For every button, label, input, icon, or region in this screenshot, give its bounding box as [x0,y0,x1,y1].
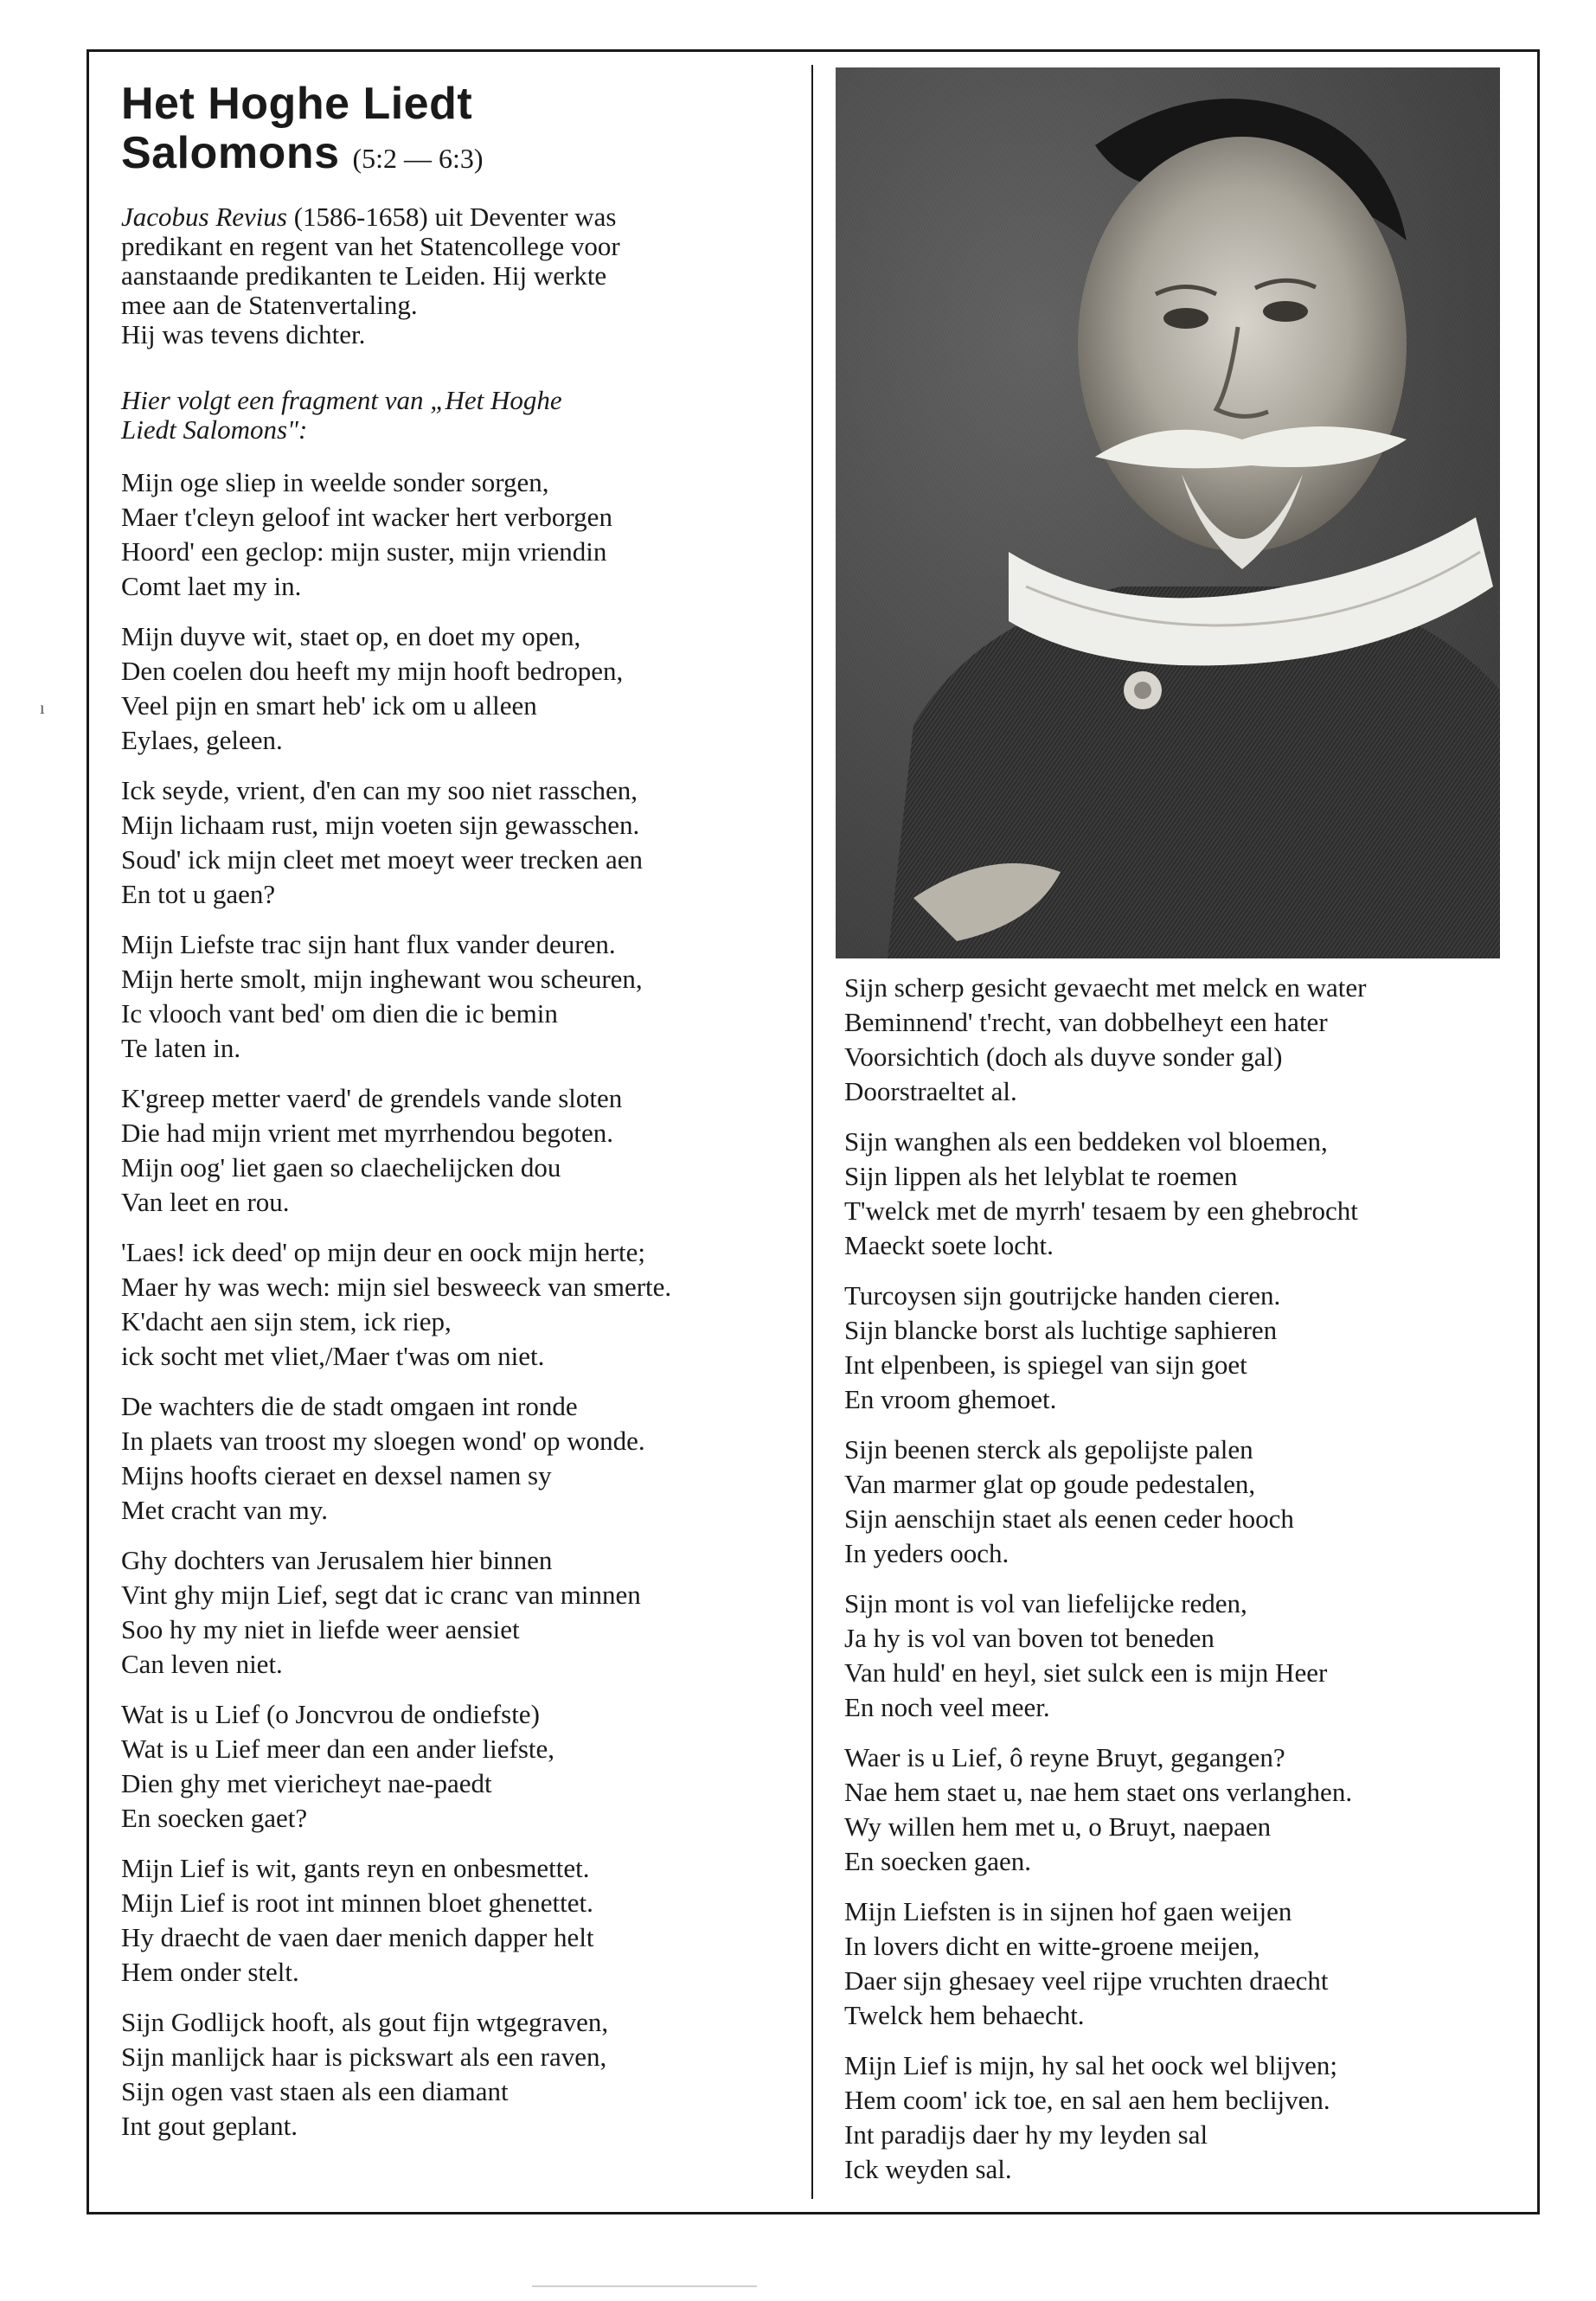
verse-line: Met cracht van my. [121,1495,329,1525]
verse-line: K'dacht aen sijn stem, ick riep, [121,1306,452,1336]
verse-line: Mijn duyve wit, staet op, en doet my open, [121,621,581,651]
verse-line: K'greep metter vaerd' de grendels vande sloten [121,1083,623,1113]
margin-mark: ı [40,699,45,718]
intro-line-4: mee aan de Statenvertaling. [121,290,418,320]
right-stanzas [844,971,1528,2187]
verse-line: Sijn wanghen als een beddeken vol bloemen, [844,1126,1328,1157]
verse-line: In plaets van troost my sloegen wond' op wonde. [121,1426,645,1456]
stanza [121,2005,804,2144]
verse-line: Waer is u Lief, ô reyne Bruyt, gegangen? [844,1742,1285,1772]
verse-line: En soecken gaet? [121,1803,308,1833]
stanza [121,1389,804,1528]
verse-line: Turcoysen sijn goutrijcke handen cieren. [844,1280,1281,1311]
author-name: Jacobus Revius [121,202,287,232]
verse-line: Ja hy is vol van boven tot beneden [844,1623,1215,1653]
verse-line: Mijns hoofts cieraet en dexsel namen sy [121,1460,552,1490]
footer-rule [532,2285,757,2287]
title-line-1: Het Hoghe Liedt [121,79,473,129]
stanza [121,773,804,912]
verse-line: Can leven niet. [121,1649,283,1679]
left-stanzas [121,465,804,2144]
stanza [844,1894,1528,2033]
stanza [121,1543,804,1682]
title-line-2: Salomons [121,128,340,178]
verse-line: Sijn manlijck haar is pickswart als een raven, [121,2041,607,2072]
left-column [121,80,804,2144]
stanza [121,619,804,758]
verse-line: Te laten in. [121,1033,241,1063]
verse-line: Mijn Liefste trac sijn hant flux vander deuren. [121,929,616,959]
stanza [121,1851,804,1990]
intro-paragraph [121,202,804,349]
verse-line: Ghy dochters van Jerusalem hier binnen [121,1545,553,1575]
verse-line: Sijn blancke borst als luchtige saphieren [844,1315,1278,1345]
verse-line: Int elpenbeen, is spiegel van sijn goet [844,1349,1247,1380]
verse-line: Maer t'cleyn geloof int wacker hert verborgen [121,502,612,532]
right-column [844,971,1528,2187]
stanza [844,1125,1528,1263]
verse-line: Comt laet my in. [121,571,302,601]
verse-line: Mijn Liefsten is in sijnen hof gaen weijen [844,1896,1292,1926]
verse-line: Maeckt soete locht. [844,1230,1054,1260]
verse-line: Mijn Lief is mijn, hy sal het oock wel blijven; [844,2050,1337,2080]
verse-line: Maer hy was wech: mijn siel besweeck van smerte. [121,1272,672,1302]
stanza [844,2048,1528,2187]
verse-line: Die had mijn vrient met myrrhendou begoten. [121,1118,614,1148]
verse-line: En soecken gaen. [844,1846,1032,1876]
stanza [121,1235,804,1374]
verse-line: Nae hem staet u, nae hem staet ons verlanghen. [844,1777,1353,1807]
stanza [121,1697,804,1836]
verse-line: Wy willen hem met u, o Bruyt, naepaen [844,1811,1272,1842]
verse-line: En tot u gaen? [121,879,276,909]
verse-line: Mijn herte smolt, mijn inghewant wou scheuren, [121,964,643,994]
verse-line: Soo hy my niet in liefde weer aensiet [121,1614,520,1644]
portrait-engraving [836,67,1500,958]
verse-line: Beminnend' t'recht, van dobbelheyt een hater [844,1007,1328,1037]
verse-line: Sijn Godlijck hooft, als gout fijn wtgegraven, [121,2007,609,2037]
verse-line: Van marmer glat op goude pedestalen, [844,1469,1256,1499]
intro-line-2: predikant en regent van het Statencollege voor [121,231,620,261]
intro-line-3: aanstaande predikanten te Leiden. Hij werkte [121,260,607,291]
verse-line: Sijn beenen sterck als gepolijste palen [844,1434,1253,1465]
verse-line: Int paradijs daer hy my leyden sal [844,2119,1208,2150]
verse-line: En noch veel meer. [844,1692,1050,1722]
verse-line: Hy draecht de vaen daer menich dapper helt [121,1922,594,1952]
intro-line-1: (1586-1658) uit Deventer was [286,202,617,232]
fragment-lead [121,386,804,445]
verse-line: Doorstraeltet al. [844,1076,1017,1106]
stanza [121,1081,804,1220]
verse-line: Sijn ogen vast staen als een diamant [121,2076,509,2106]
verse-line: Voorsichtich (doch als duyve sonder gal) [844,1042,1283,1072]
verse-line: Mijn lichaam rust, mijn voeten sijn gewasschen. [121,810,640,840]
verse-line: Twelck hem behaecht. [844,2000,1085,2030]
verse-line: Dien ghy met viericheyt nae-paedt [121,1768,492,1798]
scripture-reference: (5:2 — 6:3) [352,143,484,174]
stanza [844,1279,1528,1417]
verse-line: Mijn oog' liet gaen so claechelijcken dou [121,1152,561,1183]
verse-line: Sijn mont is vol van liefelijcke reden, [844,1588,1247,1618]
verse-line: Daer sijn ghesaey veel rijpe vruchten draecht [844,1965,1329,1996]
stanza [121,927,804,1066]
verse-line: ick socht met vliet,/Maer t'was om niet. [121,1341,545,1371]
intro-line-5: Hij was tevens dichter. [121,319,366,349]
stanza [844,1433,1528,1571]
verse-line: Sijn scherp gesicht gevaecht met melck en water [844,972,1367,1003]
verse-line: Hem onder stelt. [121,1957,299,1987]
verse-line: Ick weyden sal. [844,2154,1012,2184]
verse-line: Van leet en rou. [121,1187,290,1217]
verse-line: De wachters die de stadt omgaen int ronde [121,1391,578,1421]
verse-line: Vint ghy mijn Lief, segt dat ic cranc van minnen [121,1580,641,1610]
verse-line: Eylaes, geleen. [121,725,283,755]
verse-line: In lovers dicht en witte-groene meijen, [844,1931,1260,1961]
verse-line: Veel pijn en smart heb' ick om u alleen [121,690,537,721]
column-divider [811,65,813,2199]
verse-line: 'Laes! ick deed' op mijn deur en oock mijn herte; [121,1237,645,1267]
stanza [121,465,804,604]
verse-line: Ick seyde, vrient, d'en can my soo niet rasschen, [121,775,638,805]
verse-line: Hoord' een geclop: mijn suster, mijn vriendin [121,536,607,567]
verse-line: Ic vlooch vant bed' om dien die ic bemin [121,998,558,1029]
verse-line: En vroom ghemoet. [844,1384,1057,1414]
verse-line: Mijn Lief is root int minnen bloet ghenettet. [121,1888,593,1918]
verse-line: Van huld' en heyl, siet sulck een is mijn Heer [844,1657,1328,1688]
verse-line: Hem coom' ick toe, en sal aen hem beclijven. [844,2085,1330,2115]
stanza [844,971,1528,1109]
verse-line: Wat is u Lief meer dan een ander liefste, [121,1734,555,1764]
verse-line: In yeders ooch. [844,1538,1010,1568]
verse-line: Mijn Lief is wit, gants reyn en onbesmettet. [121,1853,590,1883]
verse-line: Den coelen dou heeft my mijn hooft bedropen, [121,656,624,686]
lead-line-1: Hier volgt een fragment van „Het Hoghe [121,385,562,415]
stanza [844,1586,1528,1725]
page-title [121,80,804,183]
verse-line: T'welck met de myrrh' tesaem by een ghebrocht [844,1195,1358,1226]
verse-line: Sijn aenschijn staet als eenen ceder hooch [844,1503,1294,1534]
verse-line: Int gout geplant. [121,2111,298,2141]
lead-line-2: Liedt Salomons": [121,414,308,445]
verse-line: Mijn oge sliep in weelde sonder sorgen, [121,467,549,497]
portrait-image [836,67,1500,958]
verse-line: Sijn lippen als het lelyblat te roemen [844,1161,1238,1191]
verse-line: Wat is u Lief (o Joncvrou de ondiefste) [121,1699,540,1729]
verse-line: Soud' ick mijn cleet met moeyt weer trecken aen [121,844,643,875]
stanza [844,1740,1528,1879]
